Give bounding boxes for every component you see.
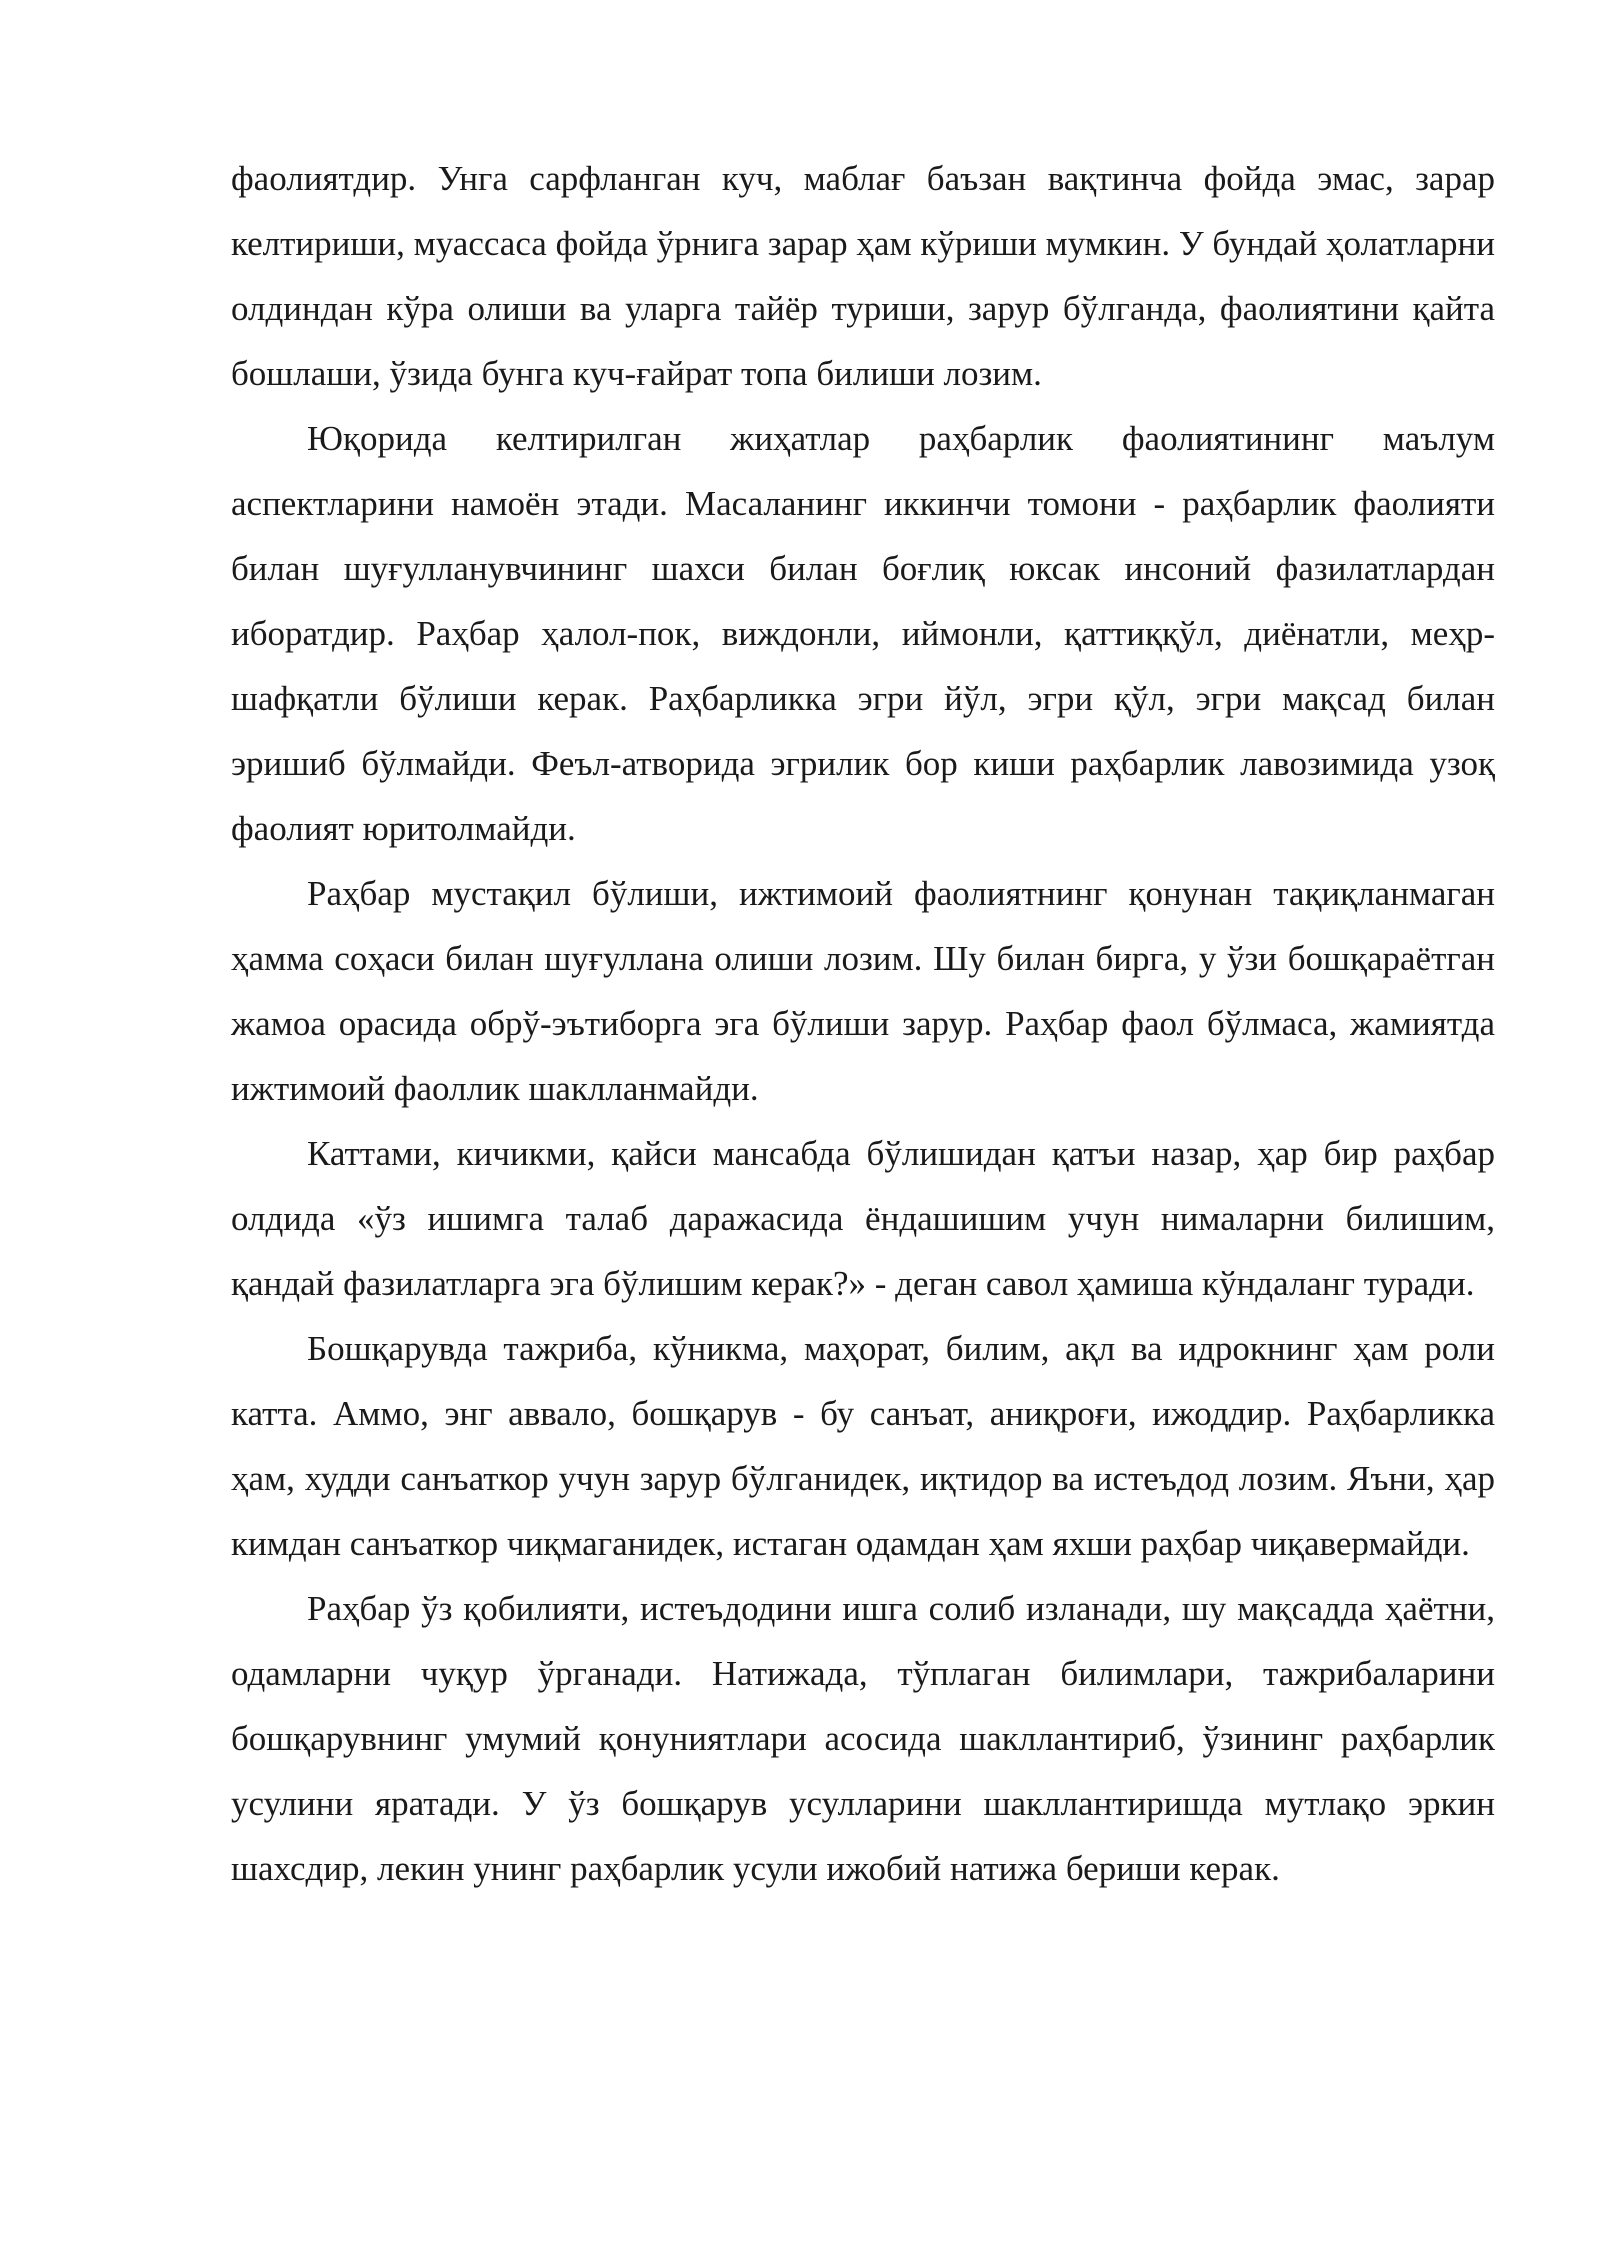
paragraph: Бошқарувда тажриба, кўникма, маҳорат, билим, ақл ва идрокнинг ҳам роли катта. Аммо, энг аввало, бошқарув - бу санъат, аниқроғи, ижоддир. Раҳбарликка ҳам, худди санъаткор учун зарур бўлганидек, иқтидор ва истеъдод лозим. Яъни, ҳар кимдан санъаткор чиқмаганидек, истаган одамдан ҳам яхши раҳбар чиқавермайди. [231,1329,1495,1563]
paragraph: Каттами, кичикми, қайси мансабда бўлишидан қатъи назар, ҳар бир раҳбар олдида «ўз ишимга талаб даражасида ёндашишим учун нималарни билишим, қандай фазилатларга эга бўлишим керак?» - деган савол ҳамиша кўндаланг туради. [231,1134,1495,1303]
document-body [231,146,1495,1901]
paragraph: фаолиятдир. Унга сарфланган куч, маблағ баъзан вақтинча фойда эмас, зарар келтириши, муассаса фойда ўрнига зарар ҳам кўриши мумкин. У бундай ҳолатларни олдиндан кўра олиши ва уларга тайёр туриши, зарур бўлганда, фаолиятини қайта бошлаши, ўзида бунга куч-ғайрат топа билиши лозим. [231,159,1495,393]
paragraph: Раҳбар мустақил бўлиши, ижтимоий фаолиятнинг қонунан тақиқланмаган ҳамма соҳаси билан шуғуллана олиши лозим. Шу билан бирга, у ўзи бошқараётган жамоа орасида обрў-эътиборга эга бўлиши зарур. Раҳбар фаол бўлмаса, жамиятда ижтимоий фаоллик шаклланмайди. [231,874,1495,1108]
paragraph: Юқорида келтирилган жиҳатлар раҳбарлик фаолиятининг маълум аспектларини намоён этади. Масаланинг иккинчи томони - раҳбарлик фаолияти билан шуғулланувчининг шахси билан боғлиқ юксак инсоний фазилатлардан иборатдир. Раҳбар ҳалол-пок, виждонли, иймонли, қаттиққўл, диёнатли, меҳр-шафқатли бўлиши керак. Раҳбарликка эгри йўл, эгри қўл, эгри мақсад билан эришиб бўлмайди. Феъл-атворида эгрилик бор киши раҳбарлик лавозимида узоқ фаолият юритолмайди. [231,419,1495,848]
paragraph: Раҳбар ўз қобилияти, истеъдодини ишга солиб изланади, шу мақсадда ҳаётни, одамларни чуқур ўрганади. Натижада, тўплаган билимлари, тажрибаларини бошқарувнинг умумий қонуниятлари асосида шакллантириб, ўзининг раҳбарлик усулини яратади. У ўз бошқарув усулларини шакллантиришда мутлақо эркин шахсдир, лекин унинг раҳбарлик усули ижобий натижа бериши керак. [231,1589,1495,1888]
